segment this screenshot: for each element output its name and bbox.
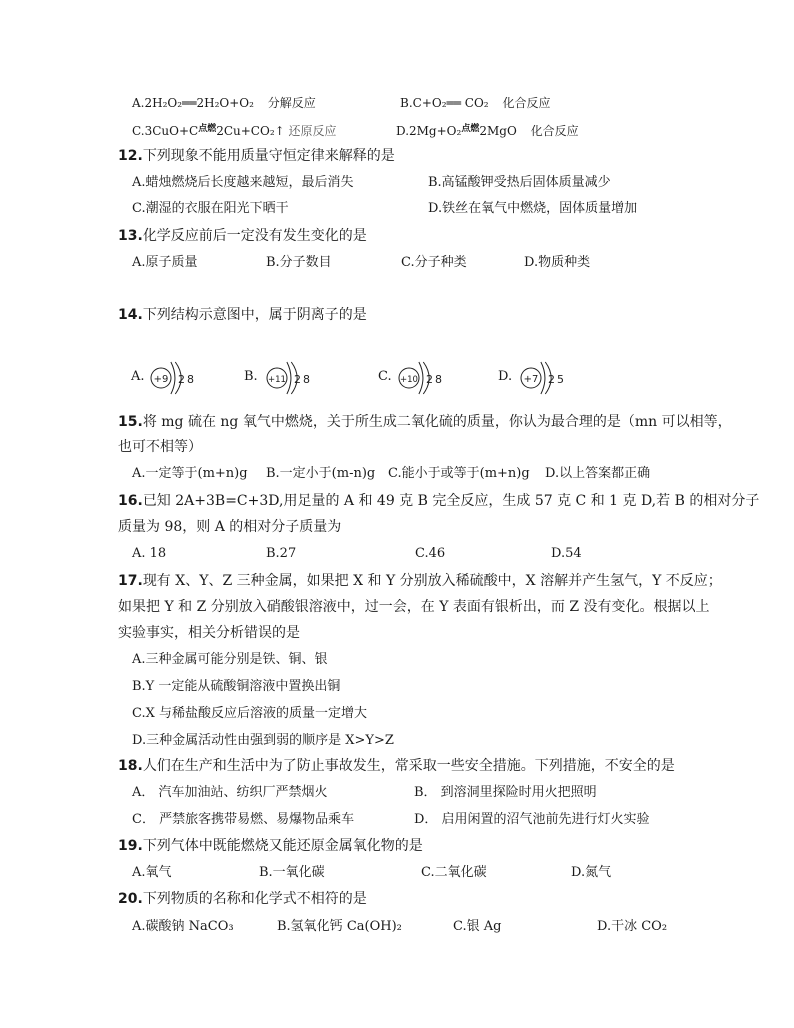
q15-option-d: D.以上答案都正确 (545, 466, 651, 481)
q11-b-equation: B.C+O₂══ CO₂ (400, 96, 489, 110)
electron-counts: 25 (548, 373, 566, 386)
q20-stem (118, 890, 367, 908)
q19-option-d: D.氮气 (571, 865, 612, 880)
atom-option-label: A. (131, 369, 145, 384)
q16-text-1: 已知 2A+3B=C+3D,用足量的 A 和 49 克 B 完全反应，生成 57 克 C 和 1 克 D,若 B 的相对分子 (142, 493, 760, 509)
q15-option-a: A.一定等于(m+n)g (132, 466, 248, 481)
q19-text: 下列气体中既能燃烧又能还原金属氧化物的是 (142, 838, 423, 854)
q15-option-b: B.一定小于(m-n)g (266, 466, 376, 481)
electron-counts: 28 (178, 373, 196, 386)
q12-option-c: C.潮湿的衣服在阳光下晒干 (132, 201, 289, 216)
q11-c-type: 还原反应 (288, 124, 337, 138)
q11-a-type: 分解反应 (267, 96, 316, 110)
q19-option-b: B.一氧化碳 (259, 865, 325, 880)
q11-b-type: 化合反应 (502, 96, 551, 110)
q11-c-equation: C.3CuO+C (132, 124, 199, 138)
q11-a-equation: A.2H₂O₂══2H₂O+O₂ (132, 96, 254, 110)
atom-option-label: C. (378, 369, 392, 384)
q12-option-a: A.蜡烛燃烧后长度越来越短，最后消失 (132, 175, 354, 190)
nucleus-charge: +7 (523, 374, 539, 385)
q20-option-a: A.碳酸钠 NaCO₃ (132, 919, 234, 934)
q20-text: 下列物质的名称和化学式不相符的是 (142, 891, 367, 907)
q11-option-a (132, 94, 316, 112)
q16-stem-line1 (118, 492, 759, 510)
electron-counts: 28 (426, 373, 444, 386)
q11-d-condition: 点燃 (461, 124, 480, 134)
q20-option-c: C.银 Ag (453, 919, 502, 934)
q16-number: 16. (118, 493, 143, 509)
atom-diagram (396, 358, 456, 398)
q18-option-a: A． 汽车加油站、纺织厂严禁烟火 (132, 785, 328, 800)
q17-option-d: D.三种金属活动性由强到弱的顺序是 X>Y>Z (132, 733, 394, 748)
q16-option-c: C.46 (415, 546, 446, 561)
q18-option-b: B． 到溶洞里探险时用火把照明 (414, 785, 597, 800)
electron-shell-arc (541, 362, 545, 394)
q17-stem-line1 (118, 572, 722, 590)
q19-option-a: A.氧气 (132, 865, 172, 880)
q11-option-c (132, 120, 337, 140)
q20-option-d: D.干冰 CO₂ (597, 919, 668, 934)
q16-stem-line2: 质量为 98，则 A 的相对分子质量为 (118, 519, 342, 535)
atom-diagram (148, 358, 208, 398)
q15-option-c: C.能小于或等于(m+n)g (388, 466, 530, 481)
q13-number: 13. (118, 228, 143, 244)
q11-d-equation: D.2Mg+O₂ (396, 124, 462, 138)
q11-d-type: 化合反应 (530, 124, 579, 138)
q18-option-c: C． 严禁旅客携带易燃、易爆物品乘车 (132, 812, 355, 827)
q16-option-d: D.54 (551, 546, 582, 561)
q14-text: 下列结构示意图中，属于阴离子的是 (142, 307, 367, 323)
q17-option-c: C.X 与稀盐酸反应后溶液的质量一定增大 (132, 706, 368, 721)
q12-number: 12. (118, 148, 143, 164)
nucleus-charge: +10 (400, 375, 418, 385)
q15-text-1: 将 mg 硫在 ng 氧气中燃烧，关于所生成二氧化硫的质量，你认为最合理的是（mn 可以相等， (142, 414, 732, 430)
atom-option-label: D. (498, 369, 513, 384)
q19-option-c: C.二氧化碳 (421, 865, 487, 880)
q20-option-b: B.氢氧化钙 Ca(OH)₂ (277, 919, 402, 934)
q14-stem (118, 306, 367, 324)
electron-shell-arc (171, 362, 175, 394)
electron-counts: 28 (294, 373, 312, 386)
q13-option-b: B.分子数目 (266, 255, 332, 270)
q13-stem (118, 227, 367, 245)
q20-number: 20. (118, 891, 143, 907)
q11-c-products: 2Cu+CO₂↑ (216, 124, 285, 138)
q17-option-a: A.三种金属可能分别是铁、铜、银 (132, 652, 328, 667)
q17-number: 17. (118, 573, 143, 589)
nucleus-charge: +11 (268, 375, 286, 385)
q14-number: 14. (118, 307, 143, 323)
atom-option-label: B. (244, 369, 258, 384)
q15-stem-line2: 也可不相等） (118, 439, 202, 455)
q13-text: 化学反应前后一定没有发生变化的是 (142, 228, 367, 244)
q18-text: 人们在生产和生活中为了防止事故发生，常采取一些安全措施。下列措施，不安全的是 (142, 758, 675, 774)
q11-d-products: 2MgO (479, 124, 517, 138)
q17-stem-line3: 实验事实，相关分析错误的是 (118, 625, 300, 641)
q15-number: 15. (118, 414, 143, 430)
q11-option-b (400, 94, 550, 112)
q13-option-c: C.分子种类 (401, 255, 467, 270)
q13-option-d: D.物质种类 (524, 255, 591, 270)
q18-number: 18. (118, 758, 143, 774)
nucleus-charge: +9 (153, 374, 169, 385)
q15-stem-line1 (118, 413, 732, 431)
q19-number: 19. (118, 838, 143, 854)
q12-text: 下列现象不能用质量守恒定律来解释的是 (142, 148, 395, 164)
q11-option-d (396, 120, 579, 140)
q16-option-b: B.27 (266, 546, 297, 561)
q12-option-d: D.铁丝在氧气中燃烧，固体质量增加 (428, 201, 638, 216)
q17-text-1: 现有 X、Y、Z 三种金属，如果把 X 和 Y 分别放入稀硫酸中，X 溶解并产生氢气，Y 不反应； (142, 573, 722, 589)
q12-option-b: B.高锰酸钾受热后固体质量减少 (428, 175, 611, 190)
electron-shell-arc (287, 362, 291, 394)
q18-stem (118, 757, 675, 775)
q12-stem (118, 147, 395, 165)
atom-diagram (264, 358, 324, 398)
electron-shell-arc (419, 362, 423, 394)
q18-option-d: D． 启用闲置的沼气池前先进行灯火实验 (414, 812, 650, 827)
q11-c-condition: 点燃 (198, 124, 217, 134)
q17-option-b: B.Y 一定能从硫酸铜溶液中置换出铜 (132, 679, 341, 694)
q13-option-a: A.原子质量 (132, 255, 198, 270)
q17-stem-line2: 如果把 Y 和 Z 分别放入硝酸银溶液中，过一会，在 Y 表面有银析出，而 Z 没有变化。根据以上 (118, 599, 710, 615)
q16-option-a: A. 18 (132, 546, 167, 561)
q19-stem (118, 837, 423, 855)
atom-diagram (518, 358, 578, 398)
